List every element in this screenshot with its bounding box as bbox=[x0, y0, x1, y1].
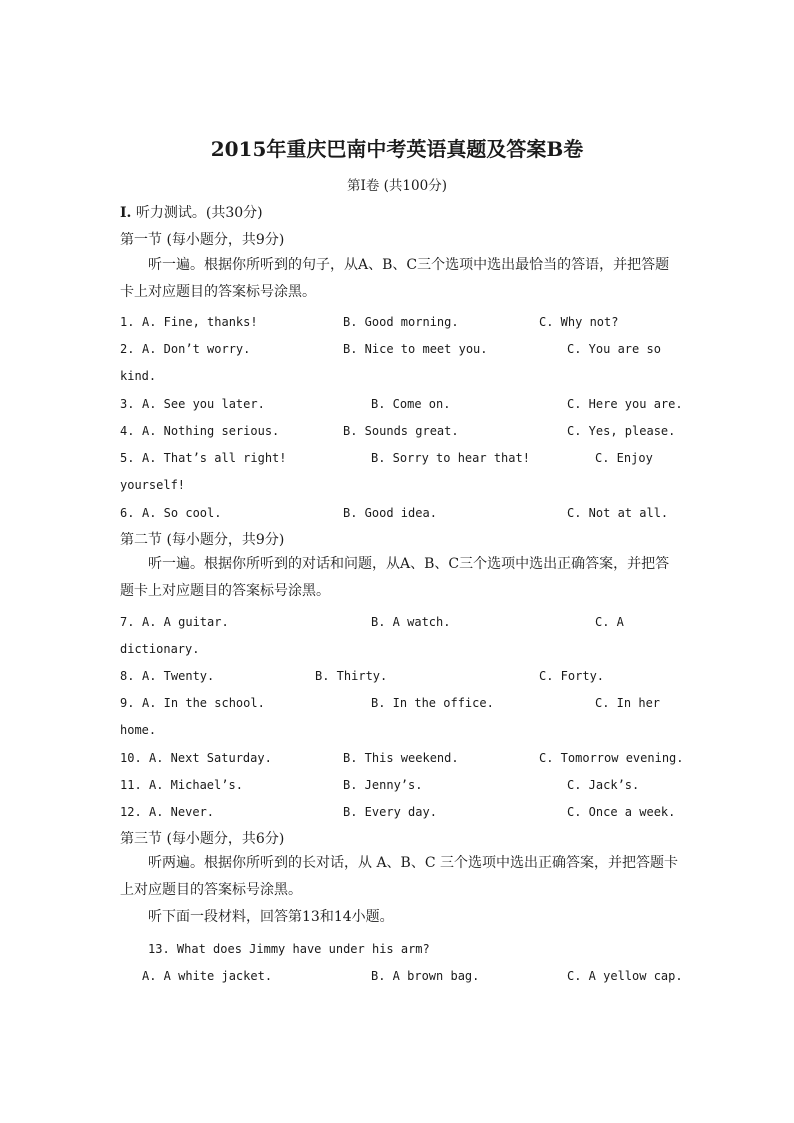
question-number: 3. bbox=[120, 397, 135, 411]
option-c-continued: dictionary. bbox=[120, 642, 200, 656]
question-10 bbox=[120, 751, 684, 767]
section1-heading: 第一节 (每小题分，共9分) bbox=[120, 232, 285, 248]
option-b: B. A brown bag. bbox=[371, 969, 480, 983]
option-c: C. Not at all. bbox=[567, 506, 669, 520]
option-c-continued: yourself! bbox=[120, 478, 186, 492]
question-11 bbox=[120, 778, 678, 794]
option-c-continued: kind. bbox=[120, 369, 157, 383]
option-b: B. Good idea. bbox=[343, 506, 437, 520]
option-a: A. In the school. bbox=[142, 696, 265, 710]
option-a: A. Nothing serious. bbox=[142, 424, 280, 438]
option-c: C. Once a week. bbox=[567, 805, 676, 819]
option-c: C. You are so bbox=[567, 342, 661, 356]
question-5-wrap bbox=[120, 478, 678, 494]
option-c: C. A yellow cap. bbox=[567, 969, 683, 983]
question-7-wrap bbox=[120, 642, 678, 658]
question-number: 9. bbox=[120, 696, 135, 710]
question-number: 7. bbox=[120, 615, 135, 629]
question-4 bbox=[120, 424, 678, 440]
option-c: C. Here you are. bbox=[567, 397, 683, 411]
option-b: B. Sorry to hear that! bbox=[371, 451, 530, 465]
section2-heading: 第二节 (每小题分，共9分) bbox=[120, 532, 285, 548]
option-b: B. Jenny’s. bbox=[343, 778, 423, 792]
section3-heading: 第三节 (每小题分，共6分) bbox=[120, 831, 285, 847]
option-a: A. Never. bbox=[149, 805, 215, 819]
question-1 bbox=[120, 315, 678, 331]
option-a: A. See you later. bbox=[142, 397, 265, 411]
question-9 bbox=[120, 696, 678, 712]
part1-heading bbox=[120, 202, 263, 222]
option-a: A. A guitar. bbox=[142, 615, 229, 629]
question-2-wrap bbox=[120, 369, 678, 385]
question-number: 4. bbox=[120, 424, 135, 438]
part1-label: 听力测试。(共30分) bbox=[135, 205, 263, 221]
option-a: A. So cool. bbox=[142, 506, 222, 520]
page-subtitle: 第Ⅰ卷 (共100分) bbox=[347, 178, 447, 194]
option-c: C. Enjoy bbox=[595, 451, 653, 465]
option-b: B. Nice to meet you. bbox=[343, 342, 488, 356]
option-b: B. Good morning. bbox=[343, 315, 459, 329]
question-6 bbox=[120, 506, 678, 522]
option-a: A. Don’t worry. bbox=[142, 342, 251, 356]
option-c: C. In her bbox=[595, 696, 661, 710]
part1-number: I. bbox=[120, 205, 132, 221]
question-number: 12. bbox=[120, 805, 142, 819]
question-number: 8. bbox=[120, 669, 135, 683]
option-b: B. Every day. bbox=[343, 805, 437, 819]
question-number: 10. bbox=[120, 751, 142, 765]
question-5 bbox=[120, 451, 678, 467]
question-text: 13. What does Jimmy have under his arm? bbox=[148, 942, 430, 956]
option-a: A. That’s all right! bbox=[142, 451, 287, 465]
option-b: B. Thirty. bbox=[315, 669, 388, 683]
option-c-continued: home. bbox=[120, 723, 157, 737]
question-number: 6. bbox=[120, 506, 135, 520]
section2-instruction: 听一遍。根据你所听到的对话和问题，从A、B、C三个选项中选出正确答案，并把答题卡上对应题目的答案标号涂黑。 bbox=[120, 556, 670, 599]
option-c: C. A bbox=[595, 615, 624, 629]
option-c: C. Forty. bbox=[539, 669, 605, 683]
option-c: C. Jack’s. bbox=[567, 778, 640, 792]
section3-instruction: 听两遍。根据你所听到的长对话，从 A、B、C 三个选项中选出正确答案，并把答题卡上对应题目的答案标号涂黑。 bbox=[120, 855, 679, 898]
question-12 bbox=[120, 805, 678, 821]
option-c: C. Why not? bbox=[539, 315, 619, 329]
option-b: B. Sounds great. bbox=[343, 424, 459, 438]
section1-instruction: 听一遍。根据你所听到的句子，从A、B、C三个选项中选出最恰当的答语，并把答题卡上对应题目的答案标号涂黑。 bbox=[120, 257, 670, 300]
option-c: C. Tomorrow evening. bbox=[539, 751, 684, 765]
question-13-options bbox=[120, 969, 683, 985]
page-title: 2015年重庆巴南中考英语真题及答案B卷 bbox=[210, 137, 584, 161]
option-c: C. Yes, please. bbox=[567, 424, 676, 438]
question-8 bbox=[120, 669, 678, 685]
option-a: A. Fine, thanks! bbox=[142, 315, 258, 329]
question-number: 2. bbox=[120, 342, 135, 356]
option-b: B. In the office. bbox=[371, 696, 494, 710]
question-number: 11. bbox=[120, 778, 142, 792]
option-b: B. A watch. bbox=[371, 615, 451, 629]
question-number: 5. bbox=[120, 451, 135, 465]
option-b: B. This weekend. bbox=[343, 751, 459, 765]
question-7 bbox=[120, 615, 678, 631]
option-a: A. A white jacket. bbox=[142, 969, 273, 983]
section3-sub-instruction: 听下面一段材料，回答第13和14小题。 bbox=[148, 909, 394, 925]
question-2 bbox=[120, 342, 678, 358]
question-number: 1. bbox=[120, 315, 135, 329]
question-9-wrap bbox=[120, 723, 678, 739]
option-b: B. Come on. bbox=[371, 397, 451, 411]
option-a: A. Next Saturday. bbox=[149, 751, 272, 765]
option-a: A. Twenty. bbox=[142, 669, 215, 683]
question-13 bbox=[120, 942, 678, 958]
option-a: A. Michael’s. bbox=[149, 778, 243, 792]
question-3 bbox=[120, 397, 683, 413]
